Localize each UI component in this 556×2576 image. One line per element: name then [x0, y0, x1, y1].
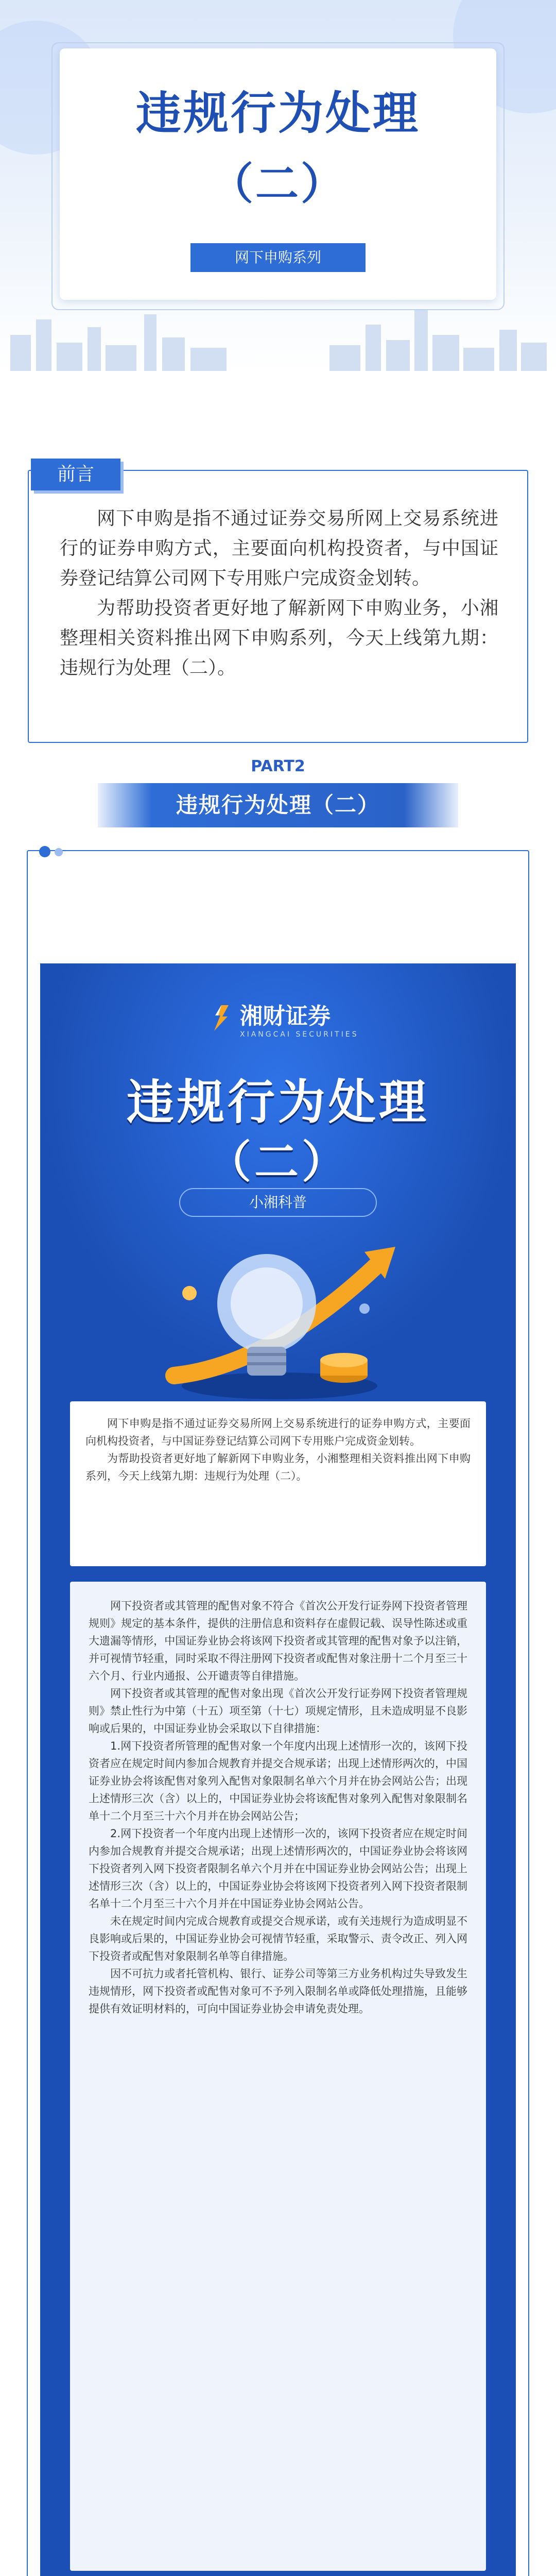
decor-dot: [39, 846, 50, 857]
poster-intro-paragraph: 为帮助投资者更好地了解新网下申购业务，小湘整理相关资料推出网下申购系列，今天上线第九期：违规行为处理（二）。: [85, 1452, 471, 1482]
poster-logo: [210, 997, 359, 1039]
poster-body-paragraph: 网下投资者或其管理的配售对象出现《首次公开发行证券网下投资者管理规则》禁止性行为中第（十五）项至第（十七）项规定情形，且未造成明显不良影响或后果的，中国证券业协会采取以下自律措施：: [89, 1687, 467, 1735]
poster-body-box: [70, 1582, 486, 2571]
part-title: 违规行为处理（二）: [98, 783, 458, 827]
part-label: PART2: [251, 757, 305, 775]
header-banner: [0, 0, 556, 371]
poster-intro-box: [70, 1401, 486, 1566]
poster-body-text: [89, 1597, 467, 2018]
preface-paragraph: 网下申购是指不通过证券交易所网上交易系统进行的证券申购方式，主要面向机构投资者，与中国证券登记结算公司网下专用账户完成资金划转。: [60, 508, 498, 589]
preface-box: [28, 470, 528, 743]
poster-body-paragraph: 1.网下投资者所管理的配售对象一个年度内出现上述情形一次的，该网下投资者应在规定时间内参加合规教育并提交合规承诺；出现上述情形两次的，中国证券业协会将该配售对象列入配售对象限制名单六个月并在协会网站公告；出现上述情形三次（含）以上的，中国证券业协会将该配售对象列入配售对象限制名单十二个月至三十六个月并在协会网站公告；: [89, 1740, 467, 1822]
header-title-card: [60, 48, 496, 300]
preface-paragraph: 为帮助投资者更好地了解新网下申购业务，小湘整理相关资料推出网下申购系列，今天上线第九期：违规行为处理（二）。: [60, 598, 498, 679]
poster-body-paragraph: 网下投资者或其管理的配售对象不符合《首次公开发行证券网下投资者管理规则》规定的基本条件，提供的注册信息和资料存在虚假记载、误导性陈述或重大遗漏等情形，中国证券业协会将该网下投资者或其管理的配售对象予以注销，并可视情节轻重，同时采取不得注册网下投资者或配售对象注册十二个月至三十六个月、行业内通报、公开谴责等自律措施。: [89, 1600, 467, 1682]
lightbulb-growth-illustration: [159, 1231, 401, 1401]
poster-brand-name: 湘财证券: [240, 1003, 331, 1029]
poster-intro-paragraph: 网下申购是指不通过证券交易所网上交易系统进行的证券申购方式，主要面向机构投资者，与中国证券登记结算公司网下专用账户完成资金划转。: [85, 1417, 471, 1447]
page-title: 违规行为处理: [135, 87, 420, 140]
poster-brand-sub: XIANGCAI SECURITIES: [240, 1030, 359, 1039]
poster-intro-text: [85, 1415, 471, 1485]
decor-dot: [55, 848, 63, 856]
poster-image: [40, 963, 516, 2576]
xiangcai-logo-icon: [210, 1004, 233, 1032]
poster-body-paragraph: 2.网下投资者一个年度内出现上述情形一次的，该网下投资者应在规定时间内参加合规教育并提交合规承诺；出现上述情形两次的，中国证券业协会将该网下投资者列入网下投资者限制名单六个月并在中国证券业协会网站公告；出现上述情形三次（含）以上的，中国证券业协会将该网下投资者列入网下投资者限制名单十二个月至三十六个月并在中国证券业协会网站公告。: [89, 1827, 467, 1910]
poster-title: 违规行为处理: [126, 1075, 429, 1130]
preface-body: [60, 504, 498, 683]
page-title-suffix: （二）: [210, 159, 346, 209]
poster-body-paragraph: 未在规定时间内完成合规教育或提交合规承诺，或有关违规行为造成明显不良影响或后果的，中国证券业协会可视情节轻重，采取警示、责令改正、列入网下投资者或配售对象限制名单等自律措施。: [89, 1915, 467, 1962]
series-badge: 网下申购系列: [190, 243, 366, 272]
poster-title-suffix: （二）: [207, 1137, 349, 1188]
poster-badge: 小湘科普: [179, 1188, 377, 1217]
preface-tab: 前言: [31, 459, 120, 490]
poster-body-paragraph: 因不可抗力或者托管机构、银行、证券公司等第三方业务机构过失导致发生违规情形，网下投资者或配售对象可不予列入限制名单或降低处理措施，且能够提供有效证明材料的，可向中国证券业协会申请免责处理。: [89, 1968, 467, 2015]
